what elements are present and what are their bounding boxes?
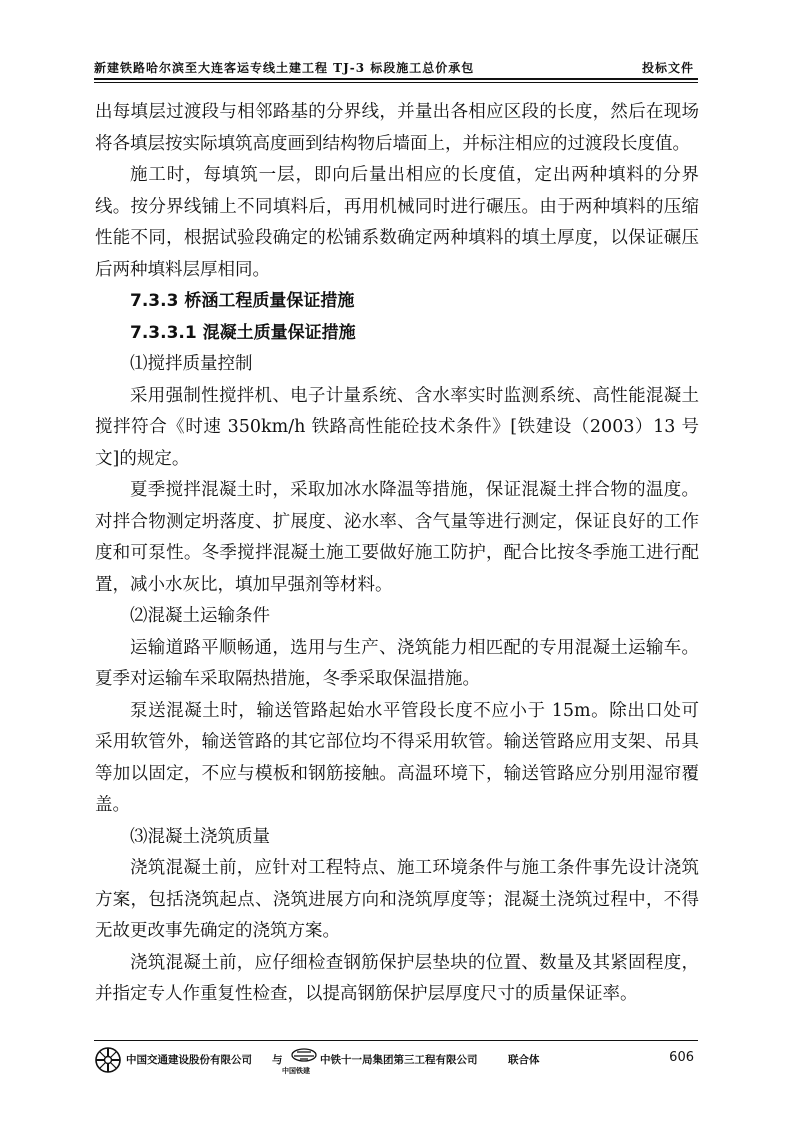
cccc-logo-icon <box>94 1046 122 1074</box>
logo2-caption: 中国铁建 <box>282 1067 310 1075</box>
company-name-1: 中国交通建设股份有限公司 <box>126 1054 252 1066</box>
paragraph: 泵送混凝土时，输送管路起始水平管段长度不应小于 15m。除出口处可采用软管外，输送管路的其它部位均不得采用软管。输送管路应用支架、吊具等加以固定，不应与模板和钢筋接触。高温环境下，输送管路应分别用湿帘覆盖。 <box>95 700 699 815</box>
page-header <box>94 56 698 78</box>
paragraph: 施工时，每填筑一层，即向后量出相应的长度值，定出两种填料的分界线。按分界线铺上不同填料后，再用机械同时进行碾压。由于两种填料的压缩性能不同，根据试验段确定的松铺系数确定两种填料的填土厚度，以保证碾压后两种填料层厚相同。 <box>95 165 699 280</box>
page-footer <box>94 1044 698 1078</box>
project-title: 新建铁路哈尔滨至大连客运专线土建工程 TJ-3 标段施工总价承包 <box>94 61 475 75</box>
paragraph: 运输道路平顺畅通，选用与生产、浇筑能力相匹配的专用混凝土运输车。夏季对运输车采取隔热措施，冬季采取保温措施。 <box>95 637 699 689</box>
company-name-2: 中铁十一局集团第三工程有限公司 <box>320 1054 478 1066</box>
paragraph: 采用强制性搅拌机、电子计量系统、含水率实时监测系统、高性能混凝土搅拌符合《时速 350km/h 铁路高性能砼技术条件》[铁建设（2003）13 号文]的规定。 <box>95 385 699 469</box>
paragraph: 浇筑混凝土前，应仔细检查钢筋保护层垫块的位置、数量及其紧固程度，并指定专人作重复性检查，以提高钢筋保护层厚度尺寸的质量保证率。 <box>95 952 699 1004</box>
doc-label: 投标文件 <box>641 61 694 75</box>
paragraph: ⑵混凝土运输条件 <box>130 606 270 626</box>
page-number: 606 <box>669 1050 694 1065</box>
header-rule <box>94 78 698 80</box>
document-body <box>95 97 699 1011</box>
paragraph: 浇筑混凝土前，应针对工程特点、施工环境条件与施工条件事先设计浇筑方案，包括浇筑起点、浇筑进展方向和浇筑厚度等；混凝土浇筑过程中，不得无故更改事先确定的浇筑方案。 <box>95 858 699 941</box>
footer-rule <box>94 1040 698 1041</box>
section-heading: 7.3.3 桥涵工程质量保证措施 <box>130 291 355 311</box>
paragraph: 出每填层过渡段与相邻路基的分界线，并量出各相应区段的长度，然后在现场将各填层按实际填筑高度画到结构物后墙面上，并标注相应的过渡段长度值。 <box>95 102 699 154</box>
paragraph: 夏季搅拌混凝土时，采取加冰水降温等措施，保证混凝土拌合物的温度。对拌合物测定坍落度、扩展度、泌水率、含气量等进行测定，保证良好的工作度和可泵性。冬季搅拌混凝土施工要做好施工防护，配合比按冬季施工进行配置，减小水灰比，填加早强剂等材料。 <box>95 480 699 595</box>
crcc-logo-icon <box>290 1047 318 1063</box>
paragraph: ⑶混凝土浇筑质量 <box>130 826 270 847</box>
joint-venture-label: 联合体 <box>508 1054 540 1066</box>
header-rule-thin <box>94 82 698 83</box>
conjunction: 与 <box>272 1054 283 1066</box>
paragraph: ⑴搅拌质量控制 <box>130 354 253 374</box>
subsection-heading: 7.3.3.1 混凝土质量保证措施 <box>130 322 356 343</box>
